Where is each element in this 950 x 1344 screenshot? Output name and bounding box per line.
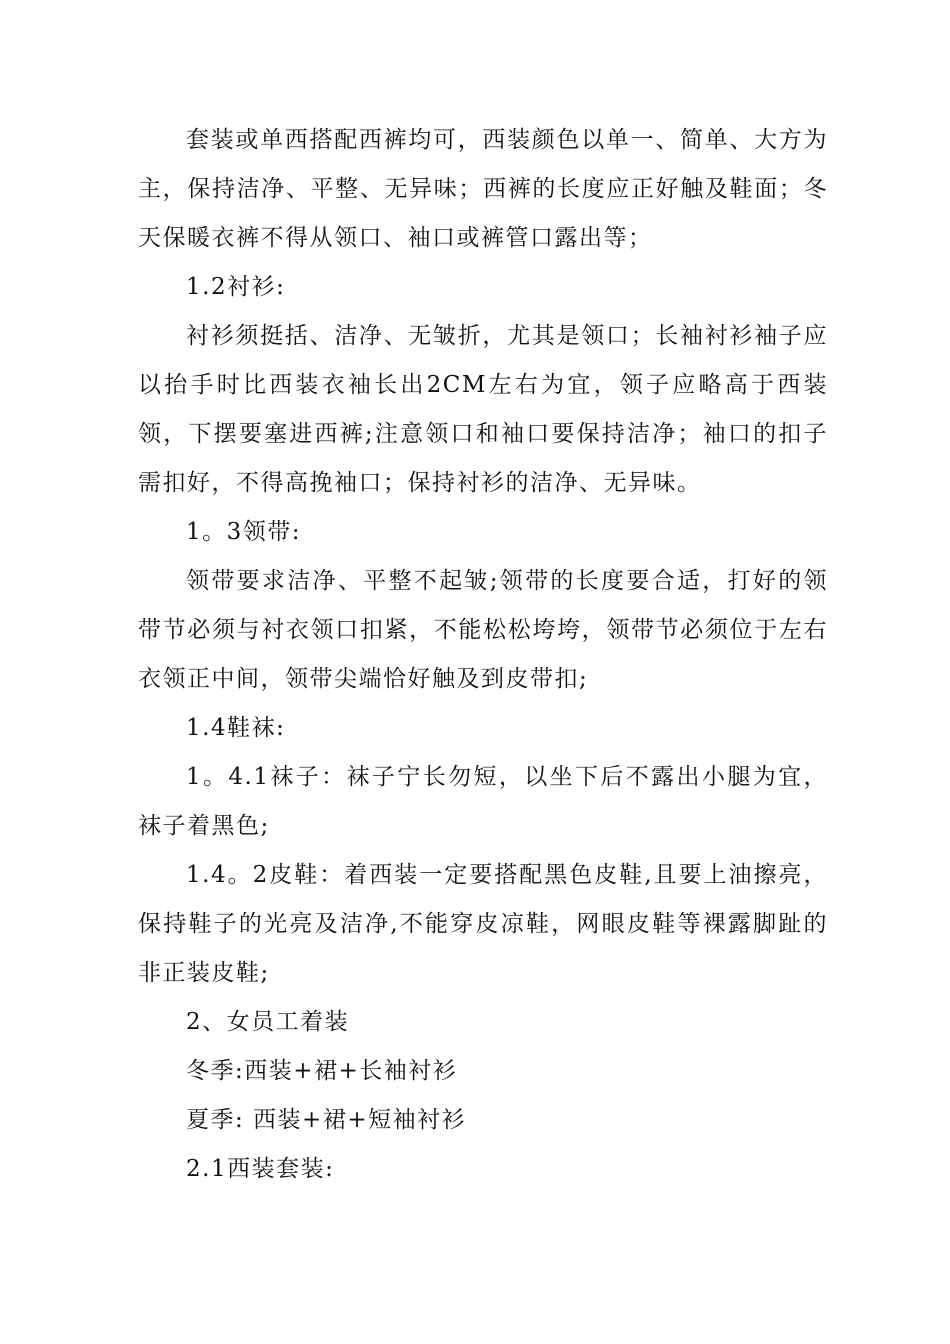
- paragraph-leather-shoes: 1.4。2皮鞋：着西装一定要搭配黑色皮鞋,且要上油擦亮，保持鞋子的光亮及洁净,不能穿皮凉鞋，网眼皮鞋等裸露脚趾的非正装皮鞋;: [138, 862, 828, 986]
- heading-suit-set: 2.1西装套装:: [186, 1156, 335, 1182]
- paragraph-shirt-requirements: 衬衫须挺括、洁净、无皱折，尤其是领口；长袖衬衫袖子应以抬手时比西装衣袖长出2CM左右为宜，领子应略高于西装领，下摆要塞进西裤;注意领口和袖口要保持洁净；袖口的扣子需扣好，不得高挽袖口；保持衬衫的洁净、无异味。: [138, 323, 828, 496]
- paragraph-winter-attire: 冬季:西装+裙+长袖衬衫: [186, 1058, 458, 1084]
- paragraph-summer-attire: 夏季: 西装+裙+短袖衬衫: [186, 1107, 467, 1133]
- heading-tie: 1。3领带:: [186, 519, 302, 545]
- document-body: [138, 116, 828, 1194]
- paragraph-suit-requirements: 套装或单西搭配西裤均可，西装颜色以单一、简单、大方为主，保持洁净、平整、无异味；西裤的长度应正好触及鞋面；冬天保暖衣裤不得从领口、袖口或裤管口露出等；: [138, 127, 828, 251]
- heading-shirt: 1.2衬衫:: [186, 274, 286, 300]
- heading-shoes-socks: 1.4鞋袜:: [186, 715, 286, 741]
- heading-female-attire: 2、女员工着装: [186, 1009, 350, 1035]
- paragraph-socks: 1。4.1袜子：袜子宁长勿短，以坐下后不露出小腿为宜，袜子着黑色;: [138, 764, 828, 839]
- paragraph-tie-requirements: 领带要求洁净、平整不起皱;领带的长度要合适，打好的领带节必须与衬衣领口扣紧，不能松松垮垮，领带节必须位于左右衣领正中间，领带尖端恰好触及到皮带扣;: [138, 568, 828, 692]
